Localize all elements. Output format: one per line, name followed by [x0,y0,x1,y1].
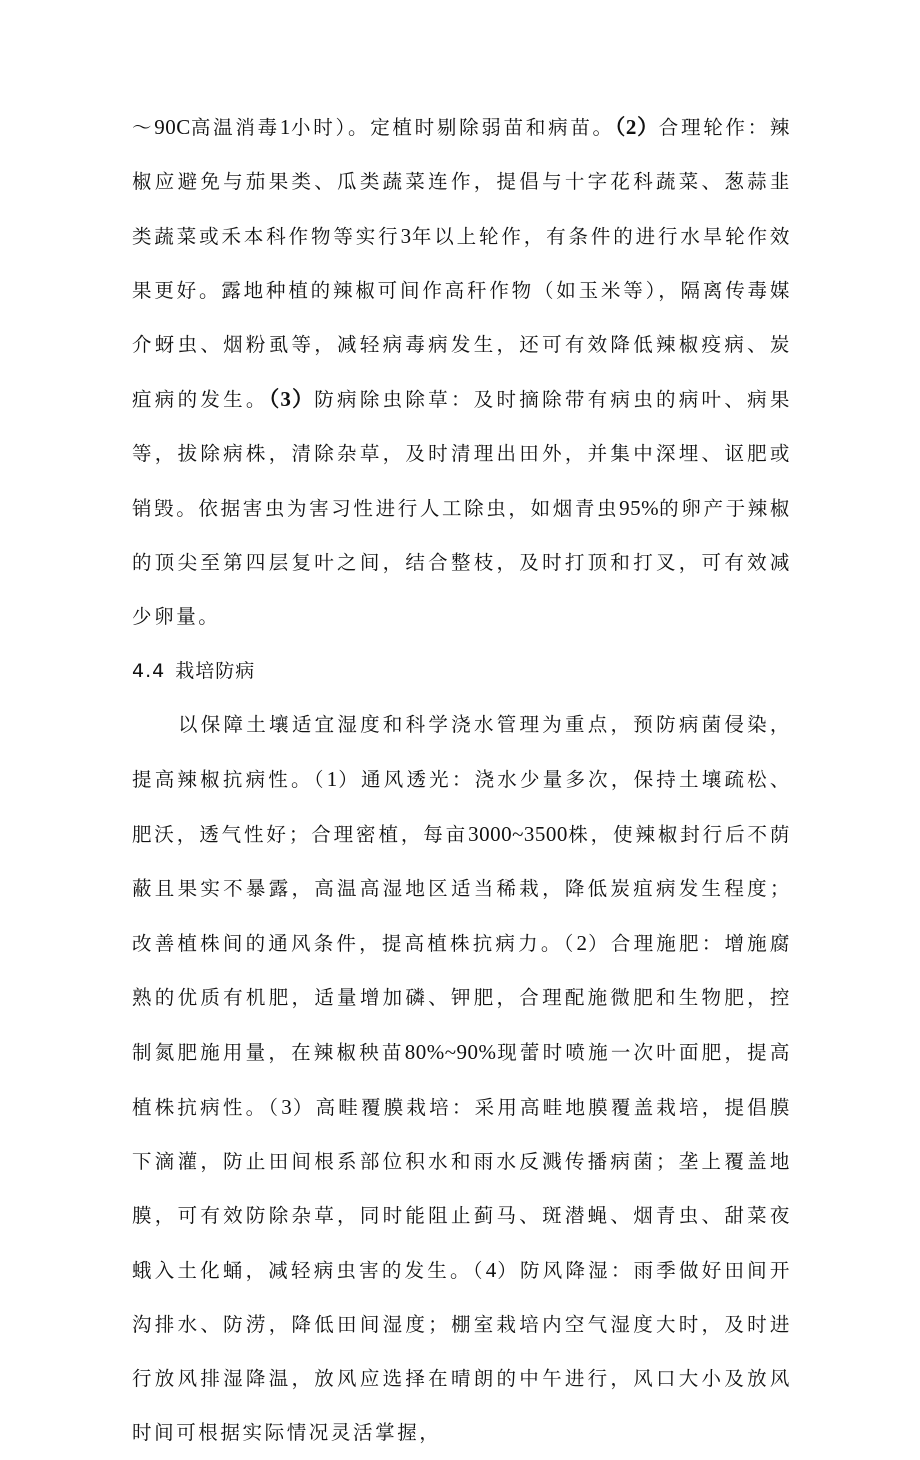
text-run: ）高畦覆膜栽培：采用高畦地膜覆盖栽培，提倡膜下滴灌，防止田间根系部位积水和雨水反溅传播病菌；垄上覆盖地膜，可有效防除杂草，同时能阻止蓟马、斑潜蝇、烟青虫、甜菜夜蛾入土化蛹，减轻病虫害的发生。（ [132,1096,793,1282]
text-run: ～ [132,116,155,139]
list-marker: 2 [576,931,588,955]
list-marker: 1 [326,767,338,791]
list-marker: （2） [614,115,659,139]
text-run: 以保障土壤适宜湿度和科学浇水管理为重点，预防病菌侵染，提高辣椒抗病性。（ [132,713,792,791]
text-run: ）防风降湿：雨季做好田间开沟排水、防涝，降低田间湿度；棚室栽培内空气湿度大时，及时进行放风排湿降温，放风应选择在晴朗的中午进行，风口大小及放风时间可根据实际情况灵活掌握， [132,1259,792,1444]
text-run-number: 1 [279,115,291,139]
list-marker: 4 [485,1258,497,1282]
text-run-number: 90C [154,115,191,139]
paragraph-crop-rotation [132,100,792,644]
list-marker: （3） [268,387,315,411]
text-run: 株，使辣椒封行后不荫蔽且果实不暴露，高温高湿地区适当稀栽，降低炭疽病发生程度；改善植株间的通风条件，提高植株抗病力。（ [132,823,792,955]
text-run: 年以上轮作，有条件的进行水旱轮作效果更好。露地种植的辣椒可间作高秆作物（如玉米等），隔离传毒媒介蚜虫、烟粉虱等，减轻病毒病发生，还可有效降低辣椒疫病、炭疽病的发生。 [132,225,793,411]
text-run: 小时）。定植时剔除弱苗和病苗。 [290,116,615,139]
text-run: 防病除虫除草：及时摘除带有病虫的病叶、病果等，拔除病株，清除杂草，及时清理出田外，并集中深埋、讴肥或销毁。依据害虫为害习性进行人工除虫，如烟青虫 [132,388,792,520]
text-run-number: 80%~90% [404,1040,497,1064]
text-run: 的卵产于辣椒的顶尖至第四层复叶之间，结合整枝，及时打顶和打叉，可有效减少卵量。 [132,497,792,628]
section-number: 4.4 [132,660,166,682]
list-marker: 3 [281,1095,293,1119]
document-body [132,100,792,1460]
paragraph-cultivation [132,698,792,1460]
section-title: 栽培防病 [175,660,256,682]
text-run-number: 3000~3500 [468,822,568,846]
section-heading [132,644,792,698]
text-run: 现蕾时喷施一次叶面肥，提高植株抗病性。（ [132,1041,792,1119]
text-run-number: 3 [400,224,412,248]
text-run: 合理轮作：辣椒应避免与茄果类、瓜类蔬菜连作，提倡与十字花科蔬菜、葱蒜韭类蔬菜或禾本科作物等实行 [132,116,793,248]
text-run: ）合理施肥：增施腐熟的优质有机肥，适量增加磷、钾肥，合理配施微肥和生物肥，控制氮肥施用量，在辣椒秧苗 [132,932,792,1064]
text-run: ）通风透光：浇水少量多次，保持土壤疏松、肥沃，透气性好；合理密植，每亩 [132,768,792,846]
text-run: 高温消毒 [190,116,280,139]
text-run-number: 95% [619,496,660,520]
